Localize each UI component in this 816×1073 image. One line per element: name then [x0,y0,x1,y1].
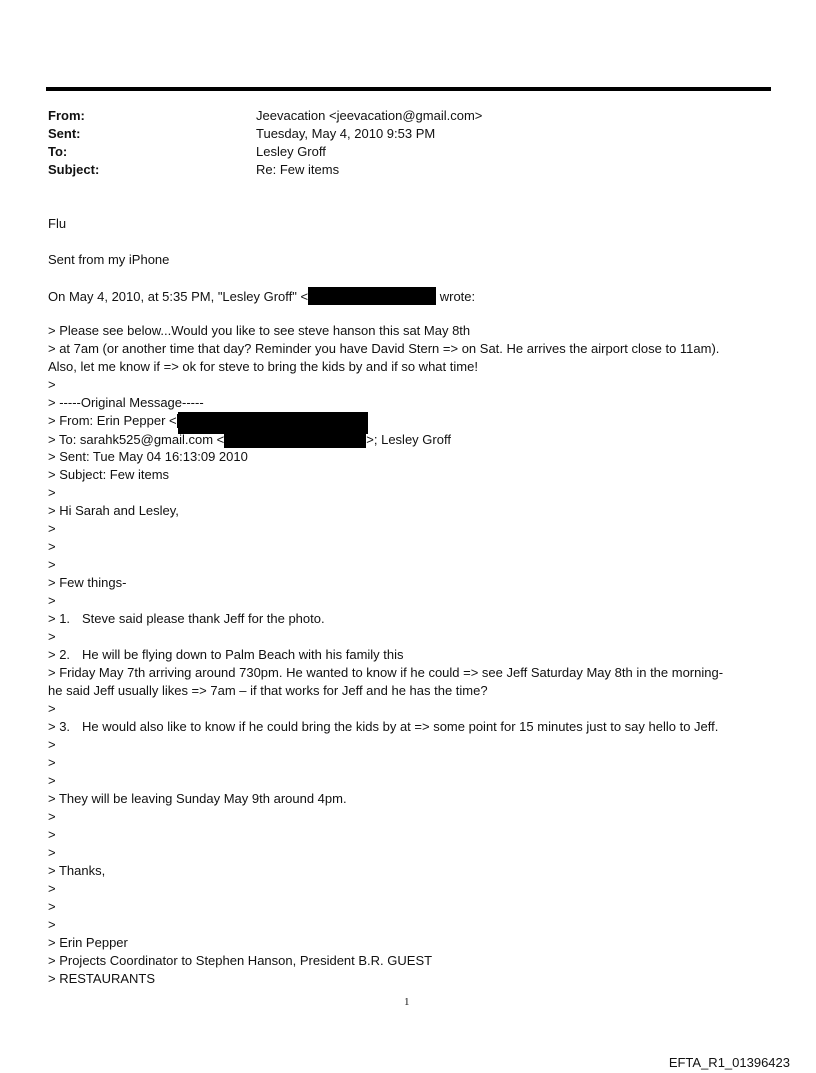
quote-marker: > [48,881,56,896]
leaving-line: > They will be leaving Sunday May 9th around 4pm. [48,791,347,806]
quote-marker: > [48,755,56,770]
item-2-line [48,646,404,664]
sent-value: Tuesday, May 4, 2010 9:53 PM [256,126,436,141]
page-number: 1 [404,996,410,1008]
quote-marker: > [48,593,56,608]
quote-marker: > [48,917,56,932]
quote-marker: > [48,701,56,716]
quote-marker: > [48,629,56,644]
quote-marker: > [48,377,56,392]
item-1-number: > 1. [48,611,71,626]
quote-marker: > [48,485,56,500]
quote-line: Also, let me know if => ok for steve to bring the kids by and if so what time! [48,359,478,374]
document-id: EFTA_R1_01396423 [668,1055,790,1070]
quote-marker: > [48,827,56,842]
subject-value: Re: Few items [256,162,340,177]
signature-company-line: > RESTAURANTS [48,971,156,986]
signature-title-line: > Projects Coordinator to Stephen Hanson, President B.R. GUEST [48,953,433,968]
quote-marker: > [48,557,56,572]
original-message-line: > -----Original Message----- [48,395,204,410]
quote-marker: > [48,773,56,788]
orig-subject-line: > Subject: Few items [48,467,170,482]
item-3-number: > 3. [48,719,71,734]
header-divider [46,87,771,91]
item-1-text: Steve said please thank Jeff for the photo. [82,611,325,626]
greeting-line: > Hi Sarah and Lesley, [48,503,179,518]
reply-text: Flu [48,216,67,231]
orig-to-line [48,430,451,449]
thanks-line: > Thanks, [48,863,106,878]
item-1-line [48,610,325,628]
item-2-text: He will be flying down to Palm Beach with his family this [82,647,404,662]
few-things-line: > Few things- [48,575,127,590]
redaction-block [308,287,436,305]
from-label: From: [48,108,85,123]
orig-sent-line: > Sent: Tue May 04 16:13:09 2010 [48,449,248,464]
signature-name-line: > Erin Pepper [48,935,128,950]
item-2-number: > 2. [48,647,71,662]
item-3-line [48,718,718,736]
quote-marker: > [48,899,56,914]
quote-marker: > [48,845,56,860]
signature-text: Sent from my iPhone [48,252,170,267]
quote-marker: > [48,737,56,752]
sent-label: Sent: [48,126,81,141]
orig-from-prefix: > From: Erin Pepper < [48,413,177,428]
subject-label: Subject: [48,162,100,177]
to-value: Lesley Groff [256,144,326,159]
from-value: Jeevacation <jeevacation@gmail.com> [256,108,483,123]
orig-to-suffix: >; Lesley Groff [366,432,451,447]
quote-marker: > [48,539,56,554]
attribution-prefix: On May 4, 2010, at 5:35 PM, "Lesley Groff" < [48,289,309,304]
attribution-line [48,287,475,306]
redaction-block [224,430,366,448]
orig-to-prefix: > To: sarahk525@gmail.com < [48,432,225,447]
item-2-continuation: he said Jeff usually likes => 7am – if that works for Jeff and he has the time? [48,683,488,698]
quote-line: > at 7am (or another time that day? Reminder you have David Stern => on Sat. He arrives the airport close to 11am). [48,341,720,356]
item-3-text: He would also like to know if he could bring the kids by at => some point for 15 minutes just to say hello to Jeff. [82,719,719,734]
quote-marker: > [48,521,56,536]
item-2-continuation: > Friday May 7th arriving around 730pm. He wanted to know if he could => see Jeff Saturday May 8th in the morning- [48,665,724,680]
attribution-suffix: wrote: [436,289,476,304]
quote-line: > Please see below...Would you like to see steve hanson this sat May 8th [48,323,471,338]
quote-marker: > [48,809,56,824]
to-label: To: [48,144,68,159]
